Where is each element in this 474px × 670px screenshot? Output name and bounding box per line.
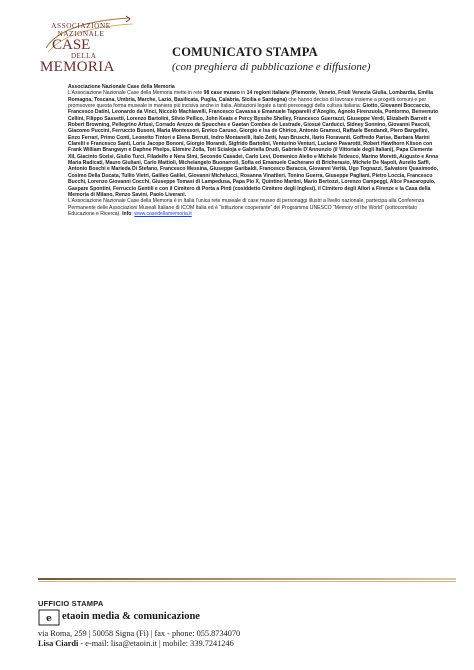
agency-name: etaoin media & comunicazione: [62, 611, 200, 622]
etaoin-logo-icon: [38, 609, 60, 626]
footer-divider-thin: [38, 581, 456, 582]
logo-della: DELLA: [71, 52, 97, 60]
page-title: COMUNICATO STAMPA: [172, 45, 318, 59]
press-release-header: [172, 45, 370, 73]
agency-contact: [38, 639, 234, 648]
contact-details: - e-mail: lisa@etaoin.it | mobile: 339.7241246: [78, 639, 234, 648]
page-subtitle: (con preghiera di pubblicazione e diffusione): [172, 61, 371, 73]
footer-divider: [38, 578, 456, 580]
press-office-label: UFFICIO STAMPA: [38, 599, 104, 608]
svg-text:e: e: [46, 614, 52, 624]
logo-memoria: MEMORIA: [40, 59, 115, 75]
logo-text: ASSOCIAZIONE NAZIONALE: [51, 22, 111, 38]
website-link[interactable]: www.casedellamemoria.it: [134, 210, 192, 217]
body-paragraph-2: L’Associazione Nazionale Case della Memoria è in Italia l’unica rete museale di case museo di personaggi illustri a livello nazionale, partecipa alla Conferenza Permanente delle Associazioni Museali Italiane di ICOM Italia ed è “istituzione cooperante” del Programma UNESCO “Memory of the World” (sottocomitato Educazione e Ricerca). Info: www.casedellamemoria.it: [68, 198, 425, 217]
body-heading: Associazione Nazionale Case della Memoria: [68, 84, 175, 90]
body-paragraph-1: L’Associazione Nazionale Case della Memoria mette in rete 98 case museo in 14 regioni italiane (Piemonte, Veneto, Friuli Venezia Giulia, Lombardia, Emilia Romagna, Toscana, Umbria, Marche, Lazio, Basilicata, Puglia, Calabria, Sicilia e Sardegna) che hanno deciso di lavorare insieme a progetti comuni e per promuovere questa forma museale in maniera più incisiva anche in Italia. Abitazioni legate a tanti personaggi della cultura italiana: Giotto, Giovanni Boccaccio, Francesco Datini, Leonardo da Vinci, Niccolò Machiavelli, Francesco Cavassa e Emanuele Tapparelli d’Azeglio, Agnolo Firenzuola, Pontormo, Benvenuto Cellini, Filippo Sassetti, Lorenzo Bartolini, Silvio Pellico, John Keats e Percy Bysshe Shelley, Francesco Guerrazzi, Giuseppe Verdi, Elizabeth Barrett e Robert Browning, Pellegrino Artusi, Corrado Arezzo de Spucches e Gaetan Combes de Lestrade, Giosuè Carducci, Sidney Sonnino, Giovanni Pascoli, Giacomo Puccini, Ferruccio Busoni, Maria Montessori, Enrico Caruso, Giorgio e Isa de Chirico, Antonio Gramsci, Raffaele Bendandi, Piero Bargellini, Enzo Ferrari, Primo Conti, Leonetto Tintori e Elena Berruti, Indro Montanelli, Italo Zetti, Ivan Bruschi, Ilario Fioravanti, Goffredo Parise, Barbara Marini Clarelli e Francesco Santi, Loris Jacopo Bononi, Giorgio Morandi, Sigfrido Bartolini, Venturino Venturi, Luciano Pavarotti, Robert Hawthorn Kitson con Frank William Brangwyn e Daphne Phelps, Elémire Zolla, Toti Scialoja e Gabriella Drudi, Gabriele D’Annunzio (il Vittoriale degli Italiani), Papa Clemente XII, Giacinto Scelsi, Giulio Turci, Filadelfo e Nera Simi, Secondo Casadei, Carlo Levi, Domenico Aiello e Michele Tedesco, Marino Moretti, Augusto e Anna Maria Radicati, Mauro Giuliani, Carlo Mattioli, Michelangelo Buonarroti, Sofia ed Emanuele Cacherano di Bricherasio, Michele De Napoli, Aurelio Saffi, Antonio Boschi e Marieda Di Stefano, Francesco Messina, Giuseppe Garibaldi, Francesco Baracca, Giovanni Verità, Ugo Tognazzi, Salvatore Quasimodo, Cosimo Della Ducata, Tullio Vietri, Galileo Galilei, Giovanni Michelucci, Rosanna Vinattieri, Tonino Guerra, Giuseppe Pagliani, Pietro Loccia, Francesco Bucchi, Lorenzo Giovanni Cocchi, Giuseppe Tomasi di Lampedusa, Papa Pio X, Quintino Martini, Mario Bertozzi, Lorenzo Campeggi, Alice Psacaropulo, Gaspare Spontini, Ferruccio Gentili e con il Cimitero di Porta a Pinti (cosiddetto Cimitero degli Inglesi), il Cimitero degli Allori a Firenze e la Casa della Memoria di Milano, Renzo Savini, Paolo Liverani.: [68, 90, 439, 198]
case-della-memoria-logo: [38, 14, 138, 82]
press-release-body: [68, 84, 440, 217]
logo-case: CASE: [52, 37, 91, 53]
info-label: Info: [122, 210, 132, 217]
contact-name: Lisa Ciardi: [38, 639, 79, 648]
agency-address: via Roma, 259 | 50058 Signa (Fi) | fax - phone: 055.8734070: [38, 629, 241, 638]
